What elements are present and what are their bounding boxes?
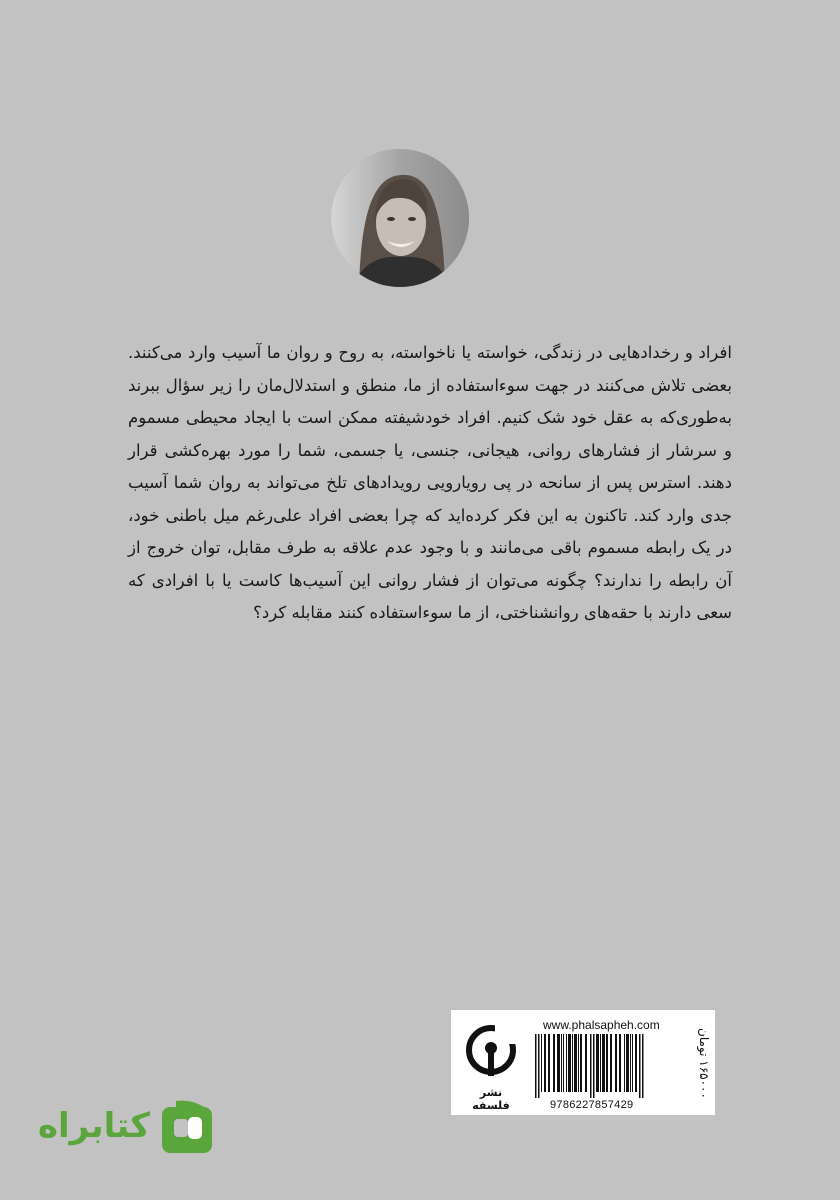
barcode-bar <box>630 1034 631 1092</box>
barcode-bar <box>538 1034 540 1098</box>
barcode-bar <box>619 1034 621 1092</box>
barcode-bar <box>572 1034 573 1092</box>
barcode-bar <box>563 1034 564 1092</box>
back-cover-blurb: افراد و رخدادهایی در زندگی، خواسته یا ناخواسته، به روح و روان ما آسیب وارد می‌کنند. بعضی تلاش می‌کنند در جهت سوءاستفاده از ما، منطق و استدلال‌مان را زیر سؤال ببرند به‌طوری‌که به عقل خود شک کنیم. افراد خودشیفته ممکن است با ایجاد محیطی مسموم و سرشار از فشارهای روانی، هیجانی، جنسی، یا جسمی، شما را مورد بهره‌کشی قرار دهند. استرس پس از سانحه در پی رویارویی رویدادهای تلخ می‌تواند به روان شما آسیب جدی وارد کند. تاکنون به این فکر کرده‌اید که چرا بعضی افراد علی‌رغم میل باطنی خود، در یک رابطه مسموم باقی می‌مانند و با وجود عدم علاقه به طرف مقابل، توان خروج از آن رابطه را ندارند؟ چگونه می‌توان از فشار روانی این آسیب‌ها کاست یا با افرادی که سعی دارند با حقه‌های روانشناختی، از ما سوءاستفاده کنند مقابله کرد؟ <box>128 343 732 622</box>
isbn-barcode <box>535 1034 685 1098</box>
barcode-bar <box>610 1034 612 1092</box>
barcode-panel <box>451 1010 715 1115</box>
barcode-bar <box>566 1034 567 1092</box>
barcode-bar <box>632 1034 633 1092</box>
barcode-bar <box>574 1034 577 1092</box>
barcode-bar <box>553 1034 555 1092</box>
barcode-bar <box>561 1034 562 1092</box>
barcode-bar <box>568 1034 571 1092</box>
barcode-bar <box>557 1034 560 1092</box>
publisher-website: www.phalsapheh.com <box>543 1018 660 1032</box>
barcode-bar <box>544 1034 546 1092</box>
barcode-bar <box>578 1034 579 1092</box>
barcode-bar <box>535 1034 537 1098</box>
barcode-bar <box>615 1034 617 1092</box>
author-portrait-image <box>331 149 469 287</box>
barcode-bar <box>635 1034 637 1092</box>
barcode-bar <box>602 1034 605 1092</box>
publisher-name: نشر فلسفه <box>472 1086 510 1112</box>
publisher-logo-icon <box>465 1024 517 1084</box>
barcode-bar <box>596 1034 599 1092</box>
barcode-bar <box>585 1034 587 1092</box>
barcode-bar <box>590 1034 592 1098</box>
barcode-bar <box>626 1034 629 1092</box>
barcode-bar <box>593 1034 595 1098</box>
author-photo <box>331 149 469 287</box>
price-label: ۱۶۵۰۰۰ تومان <box>697 1027 711 1099</box>
barcode-bar <box>600 1034 601 1092</box>
barcode-bar <box>624 1034 625 1092</box>
isbn-number: 9786227857429 <box>550 1099 634 1111</box>
barcode-bar <box>580 1034 582 1092</box>
book-icon <box>158 1097 218 1157</box>
barcode-bar <box>548 1034 550 1092</box>
store-logo <box>37 1097 220 1159</box>
barcode-bar <box>606 1034 608 1092</box>
barcode-bar <box>639 1034 641 1098</box>
barcode-bar <box>541 1034 542 1092</box>
store-name: کتابراه <box>37 1106 150 1146</box>
barcode-bar <box>642 1034 644 1098</box>
